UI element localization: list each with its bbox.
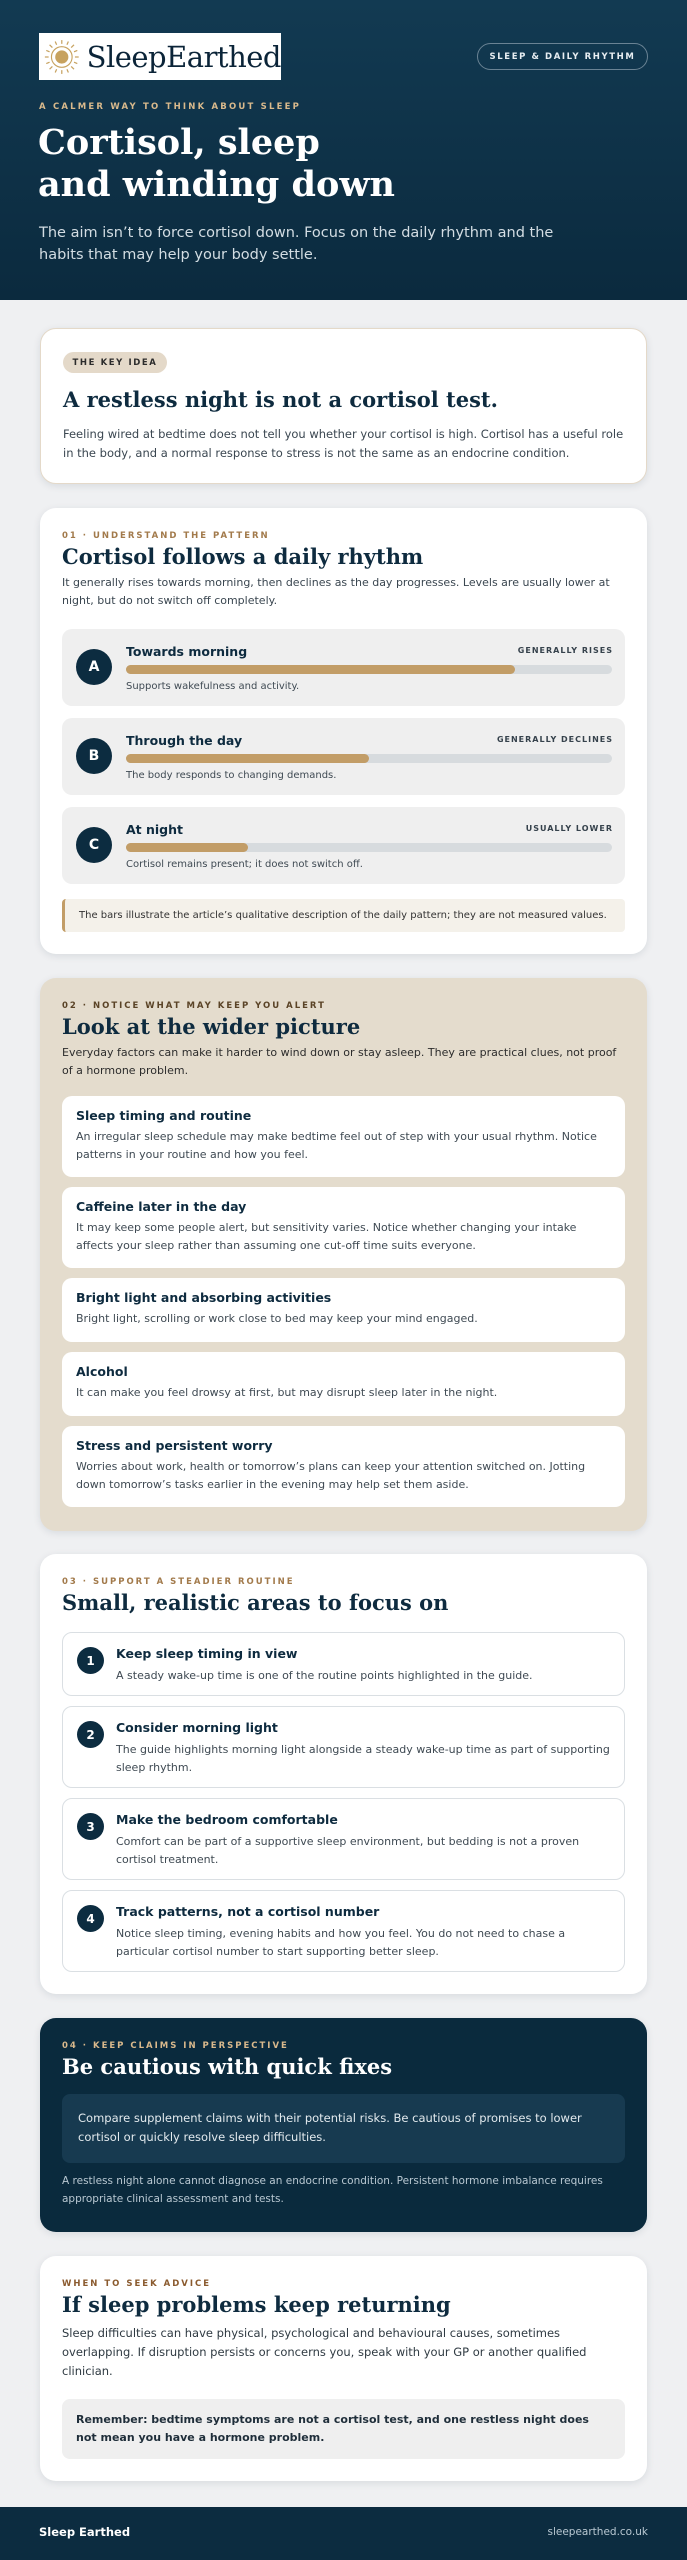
hero-header — [0, 0, 687, 300]
factor-text: It may keep some people alert, but sensitivity varies. Notice whether changing your intake affects your sleep rather than assuming one cut-off time suits everyone. — [76, 1221, 577, 1252]
routine-kicker: 03 · SUPPORT A STEADIER ROUTINE — [62, 1577, 295, 1587]
row-badge: C — [76, 827, 112, 863]
factor-text: An irregular sleep schedule may make bedtime feel out of step with your usual rhythm. Notice patterns in your routine and how you feel. — [76, 1130, 597, 1161]
factor-card — [62, 1187, 625, 1268]
factor-title: Sleep timing and routine — [76, 1108, 252, 1123]
key-idea-title: A restless night is not a cortisol test. — [63, 387, 498, 412]
factor-text: It can make you feel drowsy at first, but may disrupt sleep later in the night. — [76, 1386, 498, 1399]
level-bar-track — [126, 843, 612, 852]
pattern-text: It generally rises towards morning, then declines as the day progresses. Levels are usually lower at night, but do not switch off completely. — [62, 576, 610, 607]
footer-url-link[interactable]: sleepearthed.co.uk — [547, 2526, 648, 2538]
help-kicker: WHEN TO SEEK ADVICE — [62, 2279, 212, 2289]
rhythm-row-night — [62, 807, 625, 884]
wider-title: Look at the wider picture — [62, 1014, 361, 1039]
step-card — [62, 1798, 625, 1880]
step-title: Keep sleep timing in view — [116, 1646, 298, 1661]
step-number: 3 — [77, 1813, 104, 1840]
row-tag: GENERALLY RISES — [517, 646, 613, 655]
row-note: Supports wakefulness and activity. — [126, 681, 300, 692]
step-title: Consider morning light — [116, 1720, 278, 1735]
row-note: The body responds to changing demands. — [126, 770, 337, 781]
step-number: 2 — [77, 1721, 104, 1748]
row-tag: USUALLY LOWER — [525, 824, 613, 833]
title-line-2: and winding down — [38, 164, 395, 205]
step-text: The guide highlights morning light alongside a steady wake-up time as part of supporting sleep rhythm. — [116, 1743, 610, 1774]
seek-advice-card — [40, 2256, 647, 2481]
pattern-title: Cortisol follows a daily rhythm — [62, 544, 424, 569]
step-title: Make the bedroom comfortable — [116, 1812, 338, 1827]
key-idea-card — [40, 328, 647, 484]
row-badge: A — [76, 649, 112, 685]
step-text: A steady wake-up time is one of the routine points highlighted in the guide. — [116, 1669, 533, 1682]
step-card — [62, 1890, 625, 1972]
key-idea-text: Feeling wired at bedtime does not tell you whether your cortisol is high. Cortisol has a useful role in the body, and a normal response to stress is not the same as an endocrine condition. — [63, 427, 624, 460]
row-tag: GENERALLY DECLINES — [496, 735, 613, 744]
site-logo[interactable] — [39, 33, 281, 80]
step-title: Track patterns, not a cortisol number — [116, 1904, 380, 1919]
claims-title: Be cautious with quick fixes — [62, 2054, 393, 2079]
factor-card — [62, 1278, 625, 1342]
rhythm-row-day — [62, 718, 625, 795]
wider-text: Everyday factors can make it harder to wind down or stay asleep. They are practical clues, not proof of a hormone problem. — [62, 1046, 617, 1077]
level-bar-fill — [126, 754, 369, 763]
row-title: At night — [126, 822, 184, 837]
claims-kicker: 04 · KEEP CLAIMS IN PERSPECTIVE — [62, 2041, 289, 2051]
factor-title: Alcohol — [76, 1364, 128, 1379]
row-badge: B — [76, 738, 112, 774]
step-text: Comfort can be part of a supportive sleep environment, but bedding is not a proven cortisol treatment. — [116, 1835, 580, 1866]
factor-card — [62, 1096, 625, 1177]
claims-callout: Compare supplement claims with their potential risks. Be cautious of promises to lower cortisol or quickly resolve sleep difficulties. — [62, 2094, 625, 2163]
sun-logo-icon — [43, 37, 81, 77]
claims-text: A restless night alone cannot diagnose an endocrine condition. Persistent hormone imbalance requires appropriate clinical assessment and tests. — [62, 2175, 603, 2205]
step-card — [62, 1706, 625, 1788]
factor-card — [62, 1352, 625, 1416]
help-text: Sleep difficulties can have physical, psychological and behavioural causes, sometimes overlapping. If disruption persists or concerns you, speak with your GP or another qualified clinician. — [62, 2326, 587, 2378]
level-bar-fill — [126, 843, 248, 852]
routine-title: Small, realistic areas to focus on — [62, 1590, 449, 1615]
claims-card — [40, 2018, 647, 2232]
factor-title: Caffeine later in the day — [76, 1199, 247, 1214]
pattern-kicker: 01 · UNDERSTAND THE PATTERN — [62, 531, 270, 541]
hero-subtitle: The aim isn’t to force cortisol down. Focus on the daily rhythm and the habits that may help your body settle. — [39, 225, 554, 263]
level-bar-track — [126, 754, 612, 763]
step-number: 4 — [77, 1905, 104, 1932]
hero-eyebrow: A CALMER WAY TO THINK ABOUT SLEEP — [39, 102, 302, 112]
reminder-box: Remember: bedtime symptoms are not a cortisol test, and one restless night does not mean you have a hormone problem. — [62, 2399, 625, 2459]
row-title: Through the day — [126, 733, 243, 748]
topic-pill[interactable]: SLEEP & DAILY RHYTHM — [477, 43, 648, 70]
factor-card — [62, 1426, 625, 1507]
wider-kicker: 02 · NOTICE WHAT MAY KEEP YOU ALERT — [62, 1001, 326, 1011]
row-title: Towards morning — [126, 644, 248, 659]
step-text: Notice sleep timing, evening habits and how you feel. You do not need to chase a particular cortisol number to start supporting better sleep. — [116, 1927, 566, 1958]
factor-title: Stress and persistent worry — [76, 1438, 273, 1453]
key-idea-tag: THE KEY IDEA — [63, 352, 167, 373]
bars-disclaimer: The bars illustrate the article’s qualitative description of the daily pattern; they are not measured values. — [62, 899, 625, 932]
help-title: If sleep problems keep returning — [62, 2292, 451, 2317]
pattern-card — [40, 508, 647, 954]
wider-picture-card — [40, 978, 647, 1531]
factor-title: Bright light and absorbing activities — [76, 1290, 332, 1305]
factor-text: Bright light, scrolling or work close to bed may keep your mind engaged. — [76, 1312, 478, 1325]
routine-card — [40, 1554, 647, 1994]
row-note: Cortisol remains present; it does not switch off. — [126, 859, 363, 870]
rhythm-row-morning — [62, 629, 625, 706]
page-title — [38, 122, 458, 206]
level-bar-track — [126, 665, 612, 674]
step-card — [62, 1632, 625, 1696]
logo-wordmark: SleepEarthed — [86, 39, 281, 74]
step-number: 1 — [77, 1647, 104, 1674]
level-bar-fill — [126, 665, 515, 674]
title-line-1: Cortisol, sleep — [38, 122, 320, 163]
footer-brand: Sleep Earthed — [39, 2525, 131, 2539]
factor-text: Worries about work, health or tomorrow’s plans can keep your attention switched on. Jotting down tomorrow’s tasks earlier in the evening may help set them aside. — [76, 1460, 586, 1491]
